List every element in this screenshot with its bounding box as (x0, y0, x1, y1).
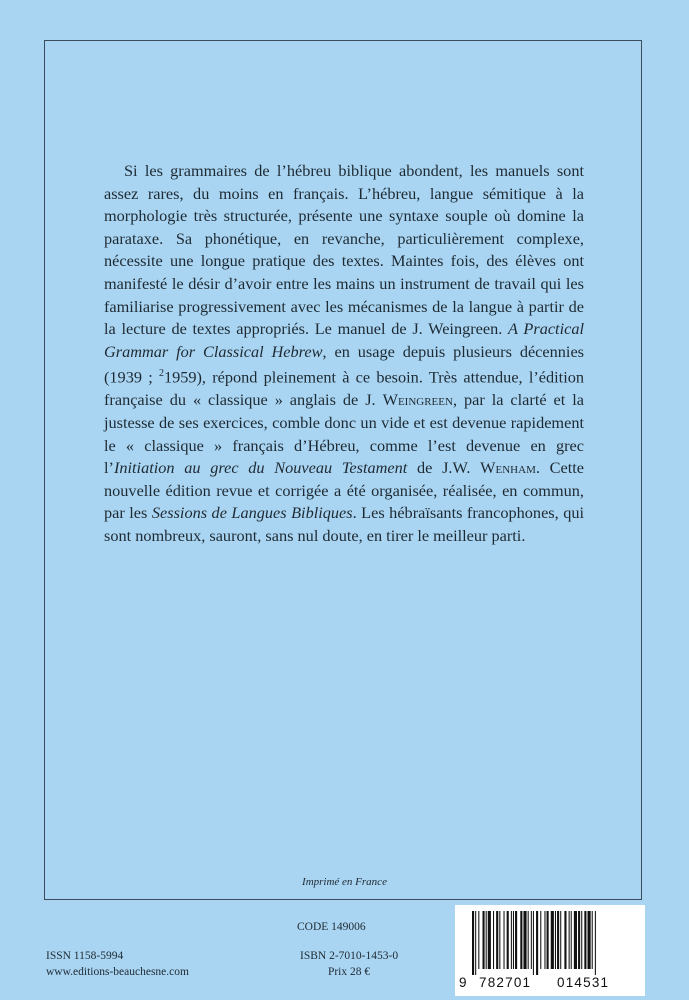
barcode-lead-digit: 9 (459, 975, 468, 990)
issn: ISSN 1158-5994 (46, 950, 124, 962)
barcode-bar (493, 911, 494, 969)
barcode-bar (533, 911, 534, 975)
barcode (455, 905, 645, 996)
barcode-bar (592, 911, 593, 969)
barcode-bar (488, 911, 491, 969)
barcode-bar (584, 911, 586, 969)
barcode-bar (496, 911, 498, 969)
barcode-bar (540, 911, 541, 969)
barcode-bar (513, 911, 514, 969)
barcode-bar (555, 911, 556, 969)
barcode-bar (472, 911, 474, 975)
barcode-bar (483, 911, 485, 969)
barcode-bar (544, 911, 545, 969)
barcode-bar (478, 911, 479, 969)
barcode-bar (588, 911, 591, 969)
price: Prix 28 € (327, 966, 371, 978)
barcode-bar (520, 911, 522, 969)
product-code: CODE 149006 (297, 921, 366, 933)
barcode-bar (569, 911, 570, 969)
barcode-bar (557, 911, 559, 969)
barcode-bar (547, 911, 549, 969)
barcode-bar (523, 911, 526, 969)
english-title: A Practical Grammar for Classical Hebrew (104, 319, 584, 361)
isbn-price (300, 948, 398, 980)
barcode-left-digits: 782701 (479, 975, 532, 990)
barcode-bar (486, 911, 487, 969)
barcode-bar (574, 911, 577, 969)
barcode-bar (578, 911, 580, 969)
printed-in-france: Imprimé en France (302, 876, 387, 888)
barcode-bar (560, 911, 561, 969)
barcode-bar (564, 911, 566, 969)
barcode-bar (531, 911, 532, 969)
barcode-bar (515, 911, 517, 969)
barcode-bars (470, 911, 632, 975)
website-link[interactable]: www.editions-beauchesne.com (46, 966, 189, 978)
barcode-bar (499, 911, 500, 969)
barcode-bar (536, 911, 538, 975)
barcode-bar (511, 911, 512, 969)
publisher-info (46, 948, 189, 980)
french-title: Initiation au grec du Nouveau Testament (113, 458, 408, 478)
author-name: Wenham (480, 458, 536, 478)
sessions-name: Sessions de Langues Bibliques (151, 503, 353, 523)
barcode-bar (571, 911, 572, 969)
barcode-right-digits: 014531 (557, 975, 610, 990)
barcode-bar (528, 911, 529, 969)
barcode-bar (581, 911, 582, 969)
barcode-bar (507, 911, 509, 969)
barcode-bar (595, 911, 596, 975)
barcode-bar (475, 911, 476, 975)
author-name: Weingreen (382, 390, 453, 410)
isbn: ISBN 2-7010-1453-0 (300, 950, 399, 962)
barcode-bar (551, 911, 554, 969)
back-cover-blurb: Si les grammaires de l’hébreu biblique abondent, les manuels sont assez rares, du moins en français. L’hébreu, langue sémitique à la morphologie très structurée, présente une syntaxe souple où domine la parataxe. Sa phonétique, en revanche, particulièrement complexe, nécessite une longue pratique des textes. Maintes fois, des élèves ont manifesté le désir d’avoir entre les mains un instrument de travail qui les familiarise progressivement avec les mécanismes de la langue à partir de la lecture de textes appropriés. Le manuel de J. Weingreen. A Practical Grammar for Classical Hebrew, en usage depuis plusieurs décennies (1939 ; $^2$1959), répond pleinement à ce besoin. Très attendue, l’édition française du « classique » anglais de J. Weingreen, par la clarté et la justesse de ses exercices, comble donc un vide et est devenue rapidement le « classique » français d’Hébreu, comme l’est devenue en grec l’Initiation au grec du Nouveau Testament de J.W. Wenham. Cette nouvelle édition revue et corrigée a été organisée, réalisée, en commun, par les Sessions de Langues Bibliques. Les hébraïsants francophones, qui sont nombreux, sauront, sans nul doute, en tirer le meilleur parti. (104, 161, 585, 545)
barcode-bar (504, 911, 505, 969)
